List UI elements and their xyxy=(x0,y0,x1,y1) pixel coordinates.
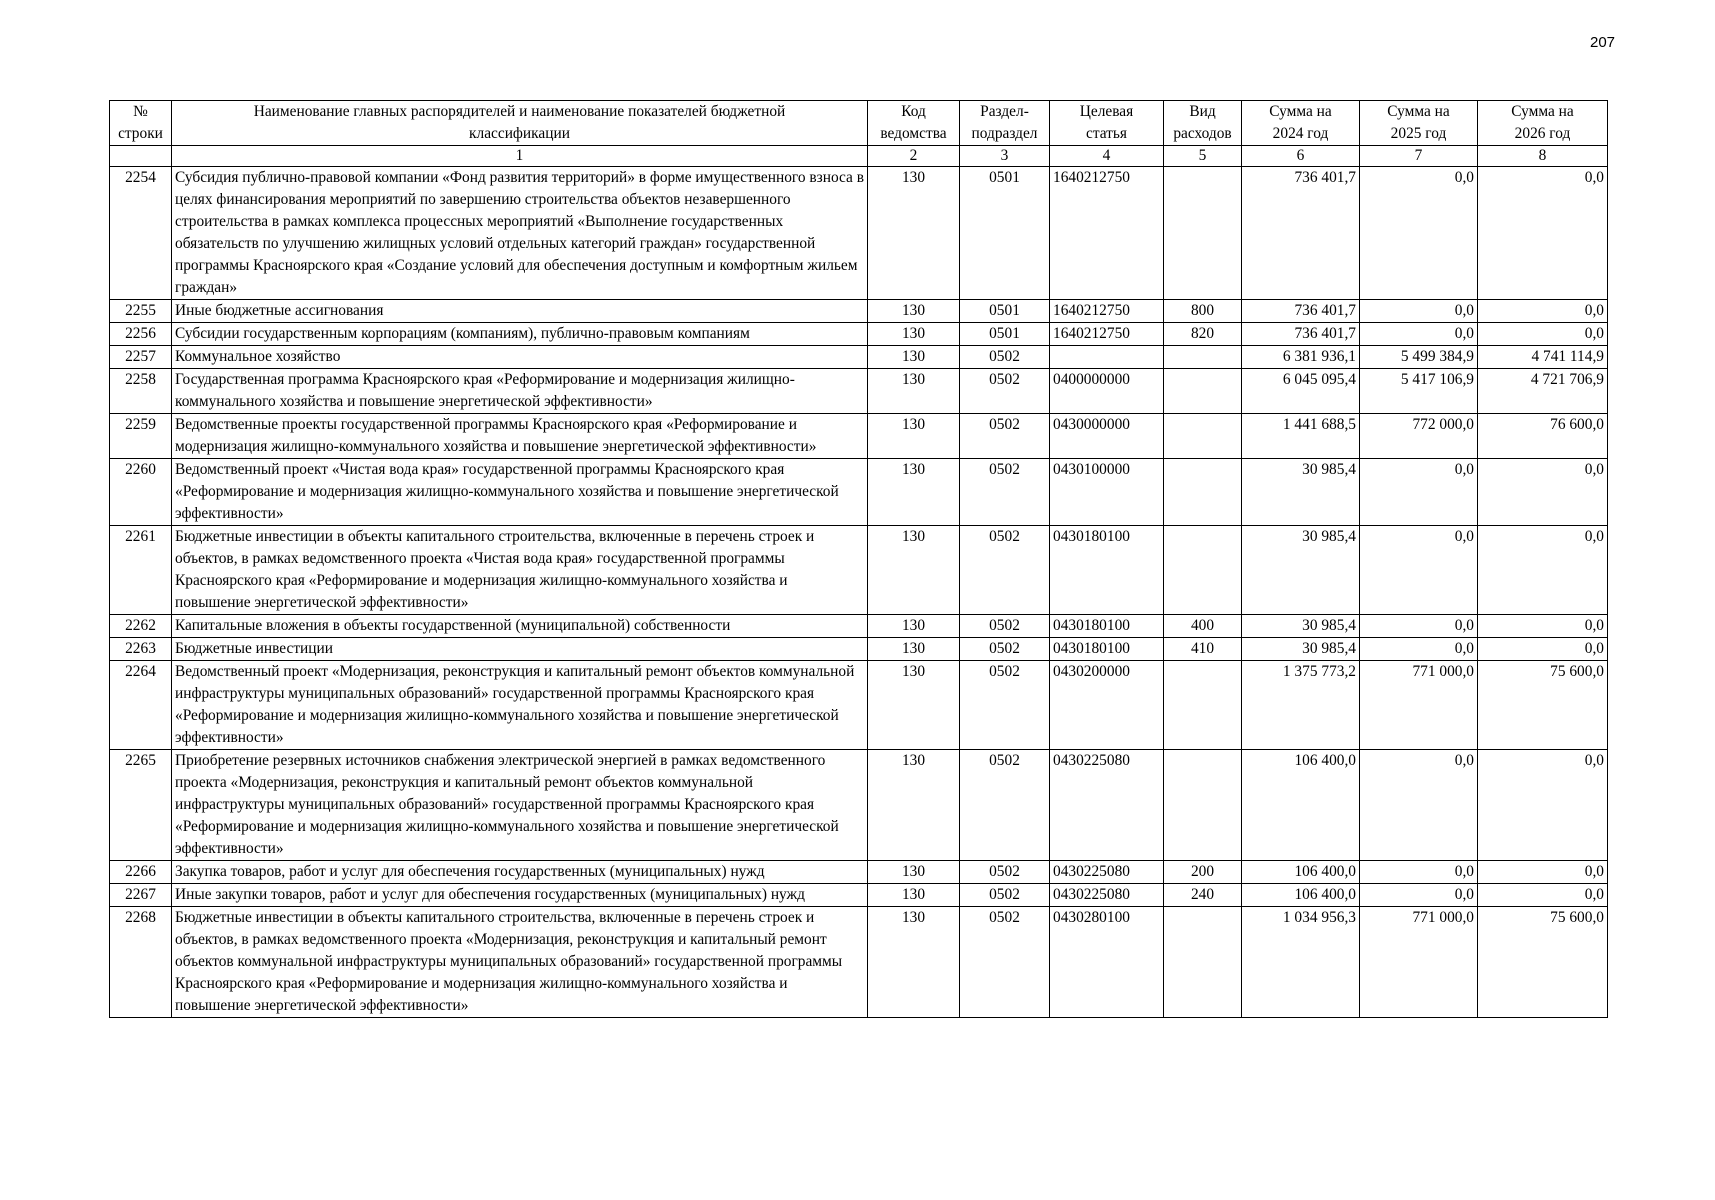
row-section-code: 0502 xyxy=(960,861,1050,884)
row-number: 2256 xyxy=(110,323,172,346)
row-section-code: 0502 xyxy=(960,638,1050,661)
header-name-line1: Наименование главных распорядителей и наименование показателей бюджетной xyxy=(253,103,786,120)
row-name: Иные закупки товаров, работ и услуг для обеспечения государственных (муниципальных) нужд xyxy=(172,884,868,907)
row-expense-kind: 820 xyxy=(1164,323,1242,346)
table-row xyxy=(110,346,1608,369)
row-section-code: 0501 xyxy=(960,300,1050,323)
row-name: Ведомственный проект «Чистая вода края» государственной программы Красноярского края «Реформирование и модернизация жилищно-коммунального хозяйства и повышение энергетической эффективности» xyxy=(172,459,868,526)
row-sum-2026: 0,0 xyxy=(1478,861,1608,884)
row-expense-kind xyxy=(1164,750,1242,861)
header-section-line1: Раздел- xyxy=(980,103,1029,120)
row-section-code: 0502 xyxy=(960,661,1050,750)
header-row-num xyxy=(110,101,172,146)
row-sum-2025: 0,0 xyxy=(1360,459,1478,526)
header-sum-2025-line2: 2025 год xyxy=(1390,125,1447,142)
row-sum-2024: 106 400,0 xyxy=(1242,861,1360,884)
row-department-code: 130 xyxy=(868,907,960,1018)
header-kind xyxy=(1164,101,1242,146)
row-name: Ведомственные проекты государственной программы Красноярского края «Реформирование и модернизация жилищно-коммунального хозяйства и повышение энергетической эффективности» xyxy=(172,414,868,459)
row-target-article: 0430225080 xyxy=(1050,750,1164,861)
header-code-line2: ведомства xyxy=(880,125,947,142)
row-target-article xyxy=(1050,346,1164,369)
row-department-code: 130 xyxy=(868,615,960,638)
row-sum-2024: 30 985,4 xyxy=(1242,526,1360,615)
header-sum-2024-line1: Сумма на xyxy=(1269,103,1332,120)
header-sum-2025-line1: Сумма на xyxy=(1387,103,1450,120)
row-number: 2258 xyxy=(110,369,172,414)
row-department-code: 130 xyxy=(868,414,960,459)
row-sum-2026: 0,0 xyxy=(1478,300,1608,323)
header-section xyxy=(960,101,1050,146)
row-department-code: 130 xyxy=(868,861,960,884)
row-name: Субсидии государственным корпорациям (компаниям), публично-правовым компаниям xyxy=(172,323,868,346)
row-department-code: 130 xyxy=(868,323,960,346)
row-section-code: 0502 xyxy=(960,884,1050,907)
row-name: Бюджетные инвестиции в объекты капитального строительства, включенные в перечень строек и объектов, в рамках ведомственного проекта «Модернизация, реконструкция и капитальный ремонт объектов коммунальной инфраструктуры муниципальных образований» государственной программы Красноярского края «Реформирование и модернизация жилищно-коммунального хозяйства и повышение энергетической эффективности» xyxy=(172,907,868,1018)
row-expense-kind: 800 xyxy=(1164,300,1242,323)
column-number-row xyxy=(110,146,1608,167)
row-sum-2025: 0,0 xyxy=(1360,300,1478,323)
row-sum-2026: 4 721 706,9 xyxy=(1478,369,1608,414)
row-number: 2257 xyxy=(110,346,172,369)
row-sum-2024: 30 985,4 xyxy=(1242,459,1360,526)
row-section-code: 0501 xyxy=(960,323,1050,346)
row-sum-2025: 0,0 xyxy=(1360,167,1478,300)
row-target-article: 0430180100 xyxy=(1050,638,1164,661)
row-number: 2254 xyxy=(110,167,172,300)
row-target-article: 1640212750 xyxy=(1050,167,1164,300)
row-name: Коммунальное хозяйство xyxy=(172,346,868,369)
row-name: Бюджетные инвестиции xyxy=(172,638,868,661)
row-department-code: 130 xyxy=(868,459,960,526)
row-target-article: 0430180100 xyxy=(1050,615,1164,638)
row-sum-2024: 1 375 773,2 xyxy=(1242,661,1360,750)
row-sum-2025: 772 000,0 xyxy=(1360,414,1478,459)
row-sum-2026: 0,0 xyxy=(1478,615,1608,638)
row-expense-kind: 410 xyxy=(1164,638,1242,661)
header-target-line1: Целевая xyxy=(1079,103,1134,120)
row-expense-kind xyxy=(1164,369,1242,414)
row-sum-2025: 0,0 xyxy=(1360,615,1478,638)
row-department-code: 130 xyxy=(868,369,960,414)
row-section-code: 0502 xyxy=(960,459,1050,526)
row-section-code: 0502 xyxy=(960,907,1050,1018)
row-name: Капитальные вложения в объекты государственной (муниципальной) собственности xyxy=(172,615,868,638)
row-number: 2264 xyxy=(110,661,172,750)
header-section-line2: подраздел xyxy=(971,125,1038,142)
row-expense-kind xyxy=(1164,167,1242,300)
row-sum-2024: 1 034 956,3 xyxy=(1242,907,1360,1018)
row-target-article: 0430180100 xyxy=(1050,526,1164,615)
row-sum-2025: 771 000,0 xyxy=(1360,661,1478,750)
row-expense-kind: 200 xyxy=(1164,861,1242,884)
column-number: 8 xyxy=(1478,146,1608,167)
row-sum-2024: 6 045 095,4 xyxy=(1242,369,1360,414)
row-section-code: 0502 xyxy=(960,369,1050,414)
table-row xyxy=(110,615,1608,638)
row-name: Бюджетные инвестиции в объекты капитального строительства, включенные в перечень строек и объектов, в рамках ведомственного проекта «Чистая вода края» государственной программы Красноярского края «Реформирование и модернизация жилищно-коммунального хозяйства и повышение энергетической эффективности» xyxy=(172,526,868,615)
row-target-article: 0400000000 xyxy=(1050,369,1164,414)
row-sum-2026: 0,0 xyxy=(1478,526,1608,615)
row-target-article: 0430200000 xyxy=(1050,661,1164,750)
row-sum-2026: 0,0 xyxy=(1478,167,1608,300)
row-number: 2268 xyxy=(110,907,172,1018)
table-row xyxy=(110,300,1608,323)
row-target-article: 0430100000 xyxy=(1050,459,1164,526)
column-number: 5 xyxy=(1164,146,1242,167)
row-section-code: 0502 xyxy=(960,414,1050,459)
row-target-article: 0430225080 xyxy=(1050,861,1164,884)
row-sum-2024: 6 381 936,1 xyxy=(1242,346,1360,369)
row-sum-2024: 736 401,7 xyxy=(1242,167,1360,300)
row-sum-2025: 5 499 384,9 xyxy=(1360,346,1478,369)
row-sum-2026: 0,0 xyxy=(1478,459,1608,526)
row-section-code: 0502 xyxy=(960,750,1050,861)
row-name: Ведомственный проект «Модернизация, реконструкция и капитальный ремонт объектов коммунальной инфраструктуры муниципальных образований» государственной программы Красноярского края «Реформирование и модернизация жилищно-коммунального хозяйства и повышение энергетической эффективности» xyxy=(172,661,868,750)
row-section-code: 0502 xyxy=(960,615,1050,638)
table-row xyxy=(110,638,1608,661)
header-row-num-line1: № xyxy=(133,103,148,120)
row-name: Субсидия публично-правовой компании «Фонд развития территорий» в форме имущественного взноса в целях финансирования мероприятий по завершению строительства объектов незавершенного строительства в рамках комплекса процессных мероприятий «Выполнение государственных обязательств по улучшению жилищных условий отдельных категорий граждан» государственной программы Красноярского края «Создание условий для обеспечения доступным и комфортным жильем граждан» xyxy=(172,167,868,300)
row-department-code: 130 xyxy=(868,300,960,323)
header-sum-2024 xyxy=(1242,101,1360,146)
header-target xyxy=(1050,101,1164,146)
header-name xyxy=(172,101,868,146)
row-sum-2025: 5 417 106,9 xyxy=(1360,369,1478,414)
row-sum-2024: 106 400,0 xyxy=(1242,750,1360,861)
budget-table xyxy=(109,100,1608,1018)
row-sum-2026: 0,0 xyxy=(1478,323,1608,346)
table-row xyxy=(110,526,1608,615)
row-sum-2026: 0,0 xyxy=(1478,750,1608,861)
header-name-line2: классификации xyxy=(469,125,570,142)
table-row xyxy=(110,907,1608,1018)
row-section-code: 0502 xyxy=(960,526,1050,615)
row-target-article: 0430000000 xyxy=(1050,414,1164,459)
row-expense-kind: 240 xyxy=(1164,884,1242,907)
row-sum-2024: 736 401,7 xyxy=(1242,300,1360,323)
row-number: 2267 xyxy=(110,884,172,907)
row-number: 2259 xyxy=(110,414,172,459)
row-sum-2026: 0,0 xyxy=(1478,884,1608,907)
header-sum-2025 xyxy=(1360,101,1478,146)
table-row xyxy=(110,661,1608,750)
row-department-code: 130 xyxy=(868,638,960,661)
row-sum-2026: 0,0 xyxy=(1478,638,1608,661)
page-number: 207 xyxy=(1590,34,1616,51)
table-row xyxy=(110,861,1608,884)
row-sum-2024: 30 985,4 xyxy=(1242,615,1360,638)
row-department-code: 130 xyxy=(868,750,960,861)
row-sum-2024: 1 441 688,5 xyxy=(1242,414,1360,459)
row-number: 2263 xyxy=(110,638,172,661)
row-department-code: 130 xyxy=(868,526,960,615)
table-row xyxy=(110,884,1608,907)
column-number: 2 xyxy=(868,146,960,167)
row-name: Закупка товаров, работ и услуг для обеспечения государственных (муниципальных) нужд xyxy=(172,861,868,884)
header-code-line1: Код xyxy=(901,103,926,120)
row-sum-2025: 771 000,0 xyxy=(1360,907,1478,1018)
header-row-num-line2: строки xyxy=(118,125,163,142)
row-sum-2026: 76 600,0 xyxy=(1478,414,1608,459)
row-department-code: 130 xyxy=(868,346,960,369)
header-target-line2: статья xyxy=(1085,125,1127,142)
row-number: 2260 xyxy=(110,459,172,526)
header-kind-line1: Вид xyxy=(1189,103,1216,120)
header-kind-line2: расходов xyxy=(1173,125,1232,142)
row-name: Иные бюджетные ассигнования xyxy=(172,300,868,323)
row-department-code: 130 xyxy=(868,167,960,300)
row-sum-2024: 736 401,7 xyxy=(1242,323,1360,346)
header-sum-2026-line1: Сумма на xyxy=(1511,103,1574,120)
row-expense-kind xyxy=(1164,661,1242,750)
row-sum-2026: 75 600,0 xyxy=(1478,907,1608,1018)
table-row xyxy=(110,369,1608,414)
column-number: 4 xyxy=(1050,146,1164,167)
row-number: 2262 xyxy=(110,615,172,638)
header-code xyxy=(868,101,960,146)
table-row xyxy=(110,167,1608,300)
table-header-row xyxy=(110,101,1608,146)
row-sum-2025: 0,0 xyxy=(1360,638,1478,661)
row-expense-kind xyxy=(1164,907,1242,1018)
row-number: 2255 xyxy=(110,300,172,323)
row-sum-2025: 0,0 xyxy=(1360,750,1478,861)
column-number: 3 xyxy=(960,146,1050,167)
row-target-article: 0430280100 xyxy=(1050,907,1164,1018)
row-target-article: 0430225080 xyxy=(1050,884,1164,907)
row-section-code: 0502 xyxy=(960,346,1050,369)
row-department-code: 130 xyxy=(868,661,960,750)
table-row xyxy=(110,414,1608,459)
column-number: 6 xyxy=(1242,146,1360,167)
table-row xyxy=(110,459,1608,526)
row-target-article: 1640212750 xyxy=(1050,323,1164,346)
table-row xyxy=(110,750,1608,861)
row-name: Приобретение резервных источников снабжения электрической энергией в рамках ведомственного проекта «Модернизация, реконструкция и капитальный ремонт объектов коммунальной инфраструктуры муниципальных образований» государственной программы Красноярского края «Реформирование и модернизация жилищно-коммунального хозяйства и повышение энергетической эффективности» xyxy=(172,750,868,861)
row-sum-2025: 0,0 xyxy=(1360,526,1478,615)
row-expense-kind xyxy=(1164,414,1242,459)
row-expense-kind xyxy=(1164,346,1242,369)
row-section-code: 0501 xyxy=(960,167,1050,300)
row-expense-kind xyxy=(1164,459,1242,526)
row-department-code: 130 xyxy=(868,884,960,907)
row-sum-2025: 0,0 xyxy=(1360,884,1478,907)
row-expense-kind xyxy=(1164,526,1242,615)
column-number: 1 xyxy=(172,146,868,167)
column-number xyxy=(110,146,172,167)
row-number: 2265 xyxy=(110,750,172,861)
row-number: 2266 xyxy=(110,861,172,884)
row-sum-2024: 30 985,4 xyxy=(1242,638,1360,661)
header-sum-2024-line2: 2024 год xyxy=(1272,125,1329,142)
row-sum-2025: 0,0 xyxy=(1360,861,1478,884)
row-expense-kind: 400 xyxy=(1164,615,1242,638)
row-sum-2025: 0,0 xyxy=(1360,323,1478,346)
row-number: 2261 xyxy=(110,526,172,615)
row-name: Государственная программа Красноярского края «Реформирование и модернизация жилищно-коммунального хозяйства и повышение энергетической эффективности» xyxy=(172,369,868,414)
row-sum-2026: 75 600,0 xyxy=(1478,661,1608,750)
header-sum-2026 xyxy=(1478,101,1608,146)
row-sum-2024: 106 400,0 xyxy=(1242,884,1360,907)
table-row xyxy=(110,323,1608,346)
row-sum-2026: 4 741 114,9 xyxy=(1478,346,1608,369)
column-number: 7 xyxy=(1360,146,1478,167)
header-sum-2026-line2: 2026 год xyxy=(1514,125,1571,142)
row-target-article: 1640212750 xyxy=(1050,300,1164,323)
